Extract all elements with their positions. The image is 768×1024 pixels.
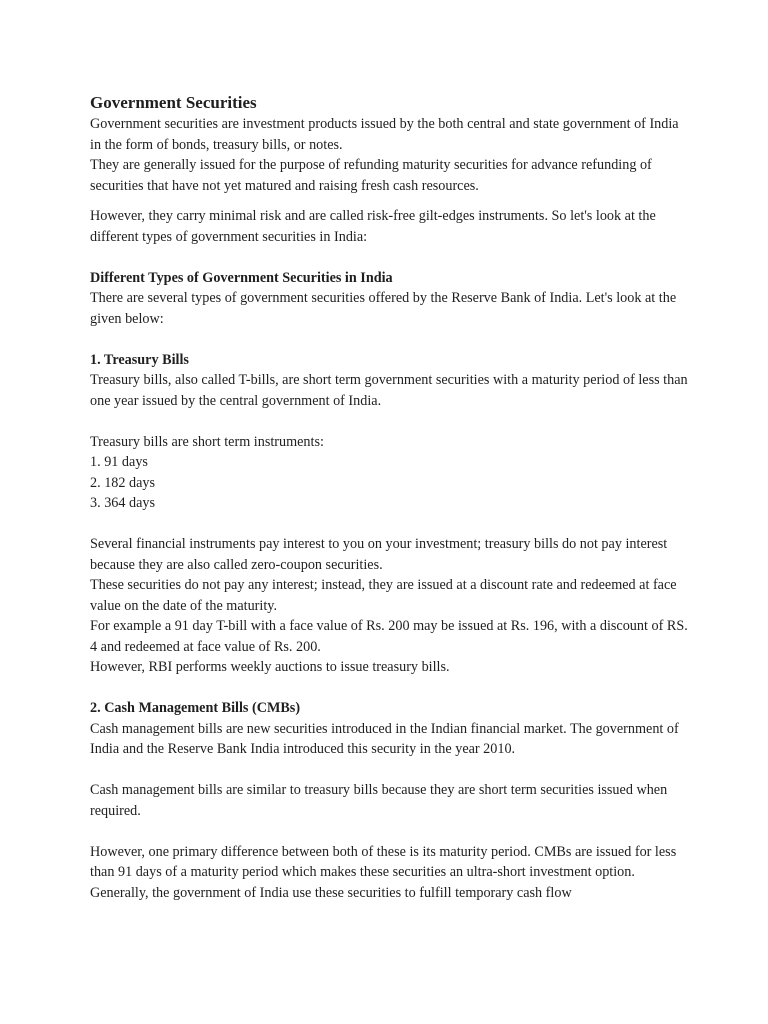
treasury-bills-paragraph-2: Several financial instruments pay interest to you on your investment; treasury bills do not pay interest because they are also called zero-coupon securities. <box>90 536 668 573</box>
cmb-paragraph-3: However, one primary difference between both of these is its maturity period. CMBs are issued for less than 91 days of a maturity period which makes these securities an ultra-short investment option. <box>90 843 677 880</box>
treasury-bills-list-intro: Treasury bills are short term instruments: <box>90 433 324 450</box>
intro-paragraph-1: Government securities are investment products issued by the both central and state government of India in the form of bonds, treasury bills, or notes. <box>90 116 679 153</box>
cmb-heading: 2. Cash Management Bills (CMBs) <box>90 700 301 716</box>
types-heading: Different Types of Government Securities in India <box>90 269 393 286</box>
cmb-paragraph-2: Cash management bills are similar to treasury bills because they are short term securities issued when required. <box>90 782 668 819</box>
document-page <box>90 92 690 903</box>
treasury-bills-heading: 1. Treasury Bills <box>90 351 189 368</box>
treasury-bills-paragraph-1: Treasury bills, also called T-bills, are short term government securities with a maturity period of less than one year issued by the central government of India. <box>90 372 688 409</box>
list-item: 2. 182 days <box>90 474 156 491</box>
treasury-bills-paragraph-4: For example a 91 day T-bill with a face value of Rs. 200 may be issued at Rs. 196, with a discount of RS. 4 and redeemed at face value of Rs. 200. <box>90 618 688 655</box>
treasury-bills-paragraph-3: These securities do not pay any interest; instead, they are issued at a discount rate and redeemed at face value on the date of the maturity. <box>90 577 677 614</box>
list-item: 3. 364 days <box>90 495 156 511</box>
list-item: 1. 91 days <box>90 454 148 470</box>
cmb-paragraph-1: Cash management bills are new securities introduced in the Indian financial market. The government of India and the Reserve Bank India introduced this security in the year 2010. <box>90 720 679 757</box>
page-title: Government Securities <box>90 93 257 112</box>
intro-paragraph-3: However, they carry minimal risk and are called risk-free gilt-edges instruments. So let's look at the different types of government securities in India: <box>90 208 656 245</box>
cmb-paragraph-4: Generally, the government of India use these securities to fulfill temporary cash flow <box>90 884 572 901</box>
treasury-bills-paragraph-5: However, RBI performs weekly auctions to issue treasury bills. <box>90 659 450 675</box>
types-intro-paragraph: There are several types of government securities offered by the Reserve Bank of India. Let's look at the given below: <box>90 290 677 327</box>
intro-paragraph-2: They are generally issued for the purpose of refunding maturity securities for advance refunding of securities that have not yet matured and raising fresh cash resources. <box>90 157 652 194</box>
